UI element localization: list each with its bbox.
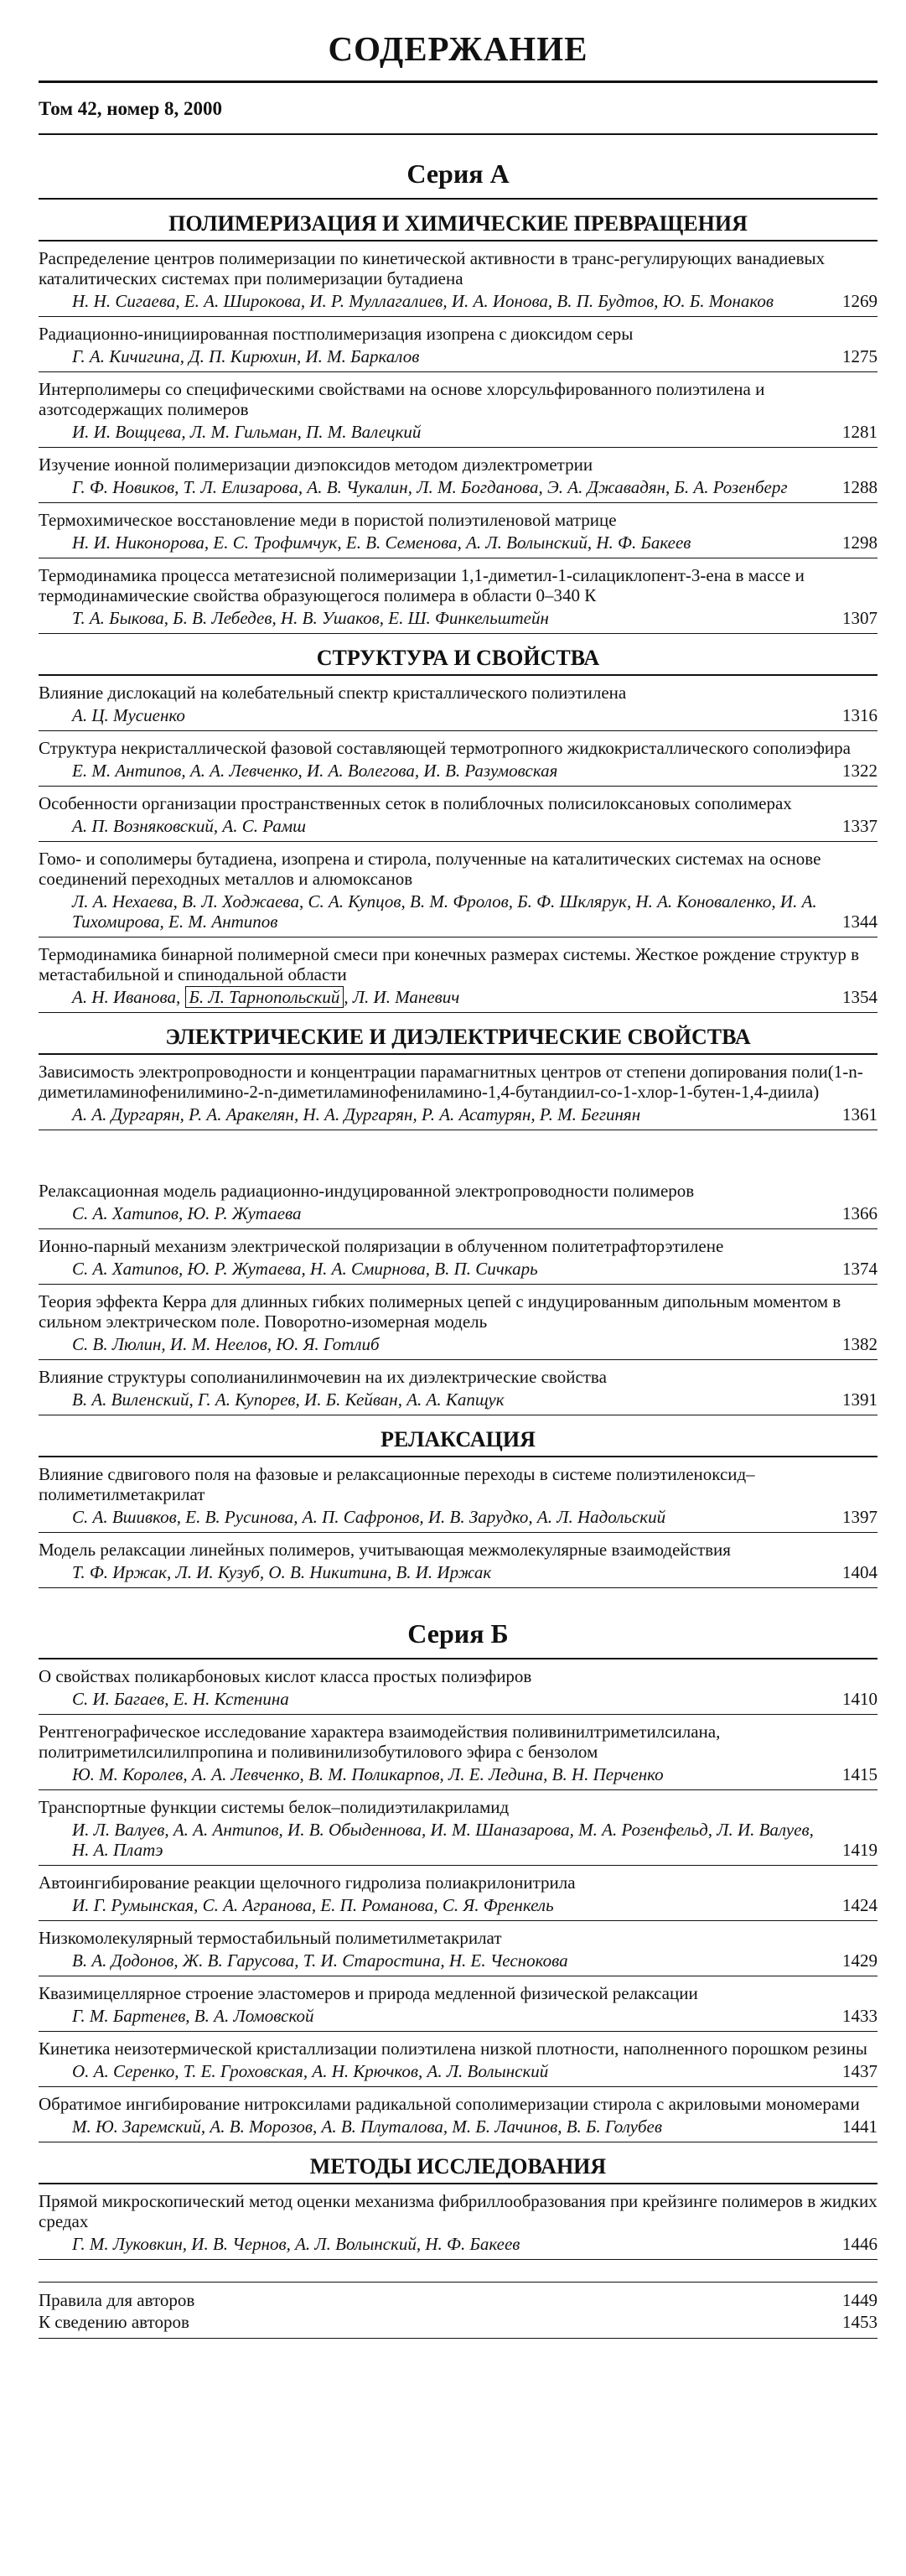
article-title: Термохимическое восстановление меди в пористой полиэтиленовой матрице <box>39 510 617 530</box>
entry-rule <box>39 730 878 731</box>
entry-rule <box>39 841 878 842</box>
article-row <box>39 813 878 836</box>
article-page-number: 1337 <box>842 816 878 836</box>
article-title: Зависимость электропроводности и концентрации парамагнитных центров от степени допирования поли(1-n-диметиламинофенилимино-2-n-диметиламинофениламино-1,4-бутандиил-со-1-хлор-1-бутен-1,4-диила) <box>39 1062 863 1102</box>
article-authors: Г. Ф. Новиков, Т. Л. Елизарова, А. В. Чукалин, Л. М. Богданова, Э. А. Джавадян, Б. А. Розенберг <box>72 477 788 497</box>
series-a-heading: Серия А <box>406 158 510 189</box>
entry-rule <box>39 1012 878 1013</box>
article-title: Низкомолекулярный термостабильный полиметилметакрилат <box>39 1928 502 1948</box>
entry-rule <box>39 786 878 787</box>
section-heading: СТРУКТУРА И СВОЙСТВА <box>316 646 600 670</box>
article-page-number: 1298 <box>842 532 878 553</box>
entry-rule <box>39 447 878 448</box>
article-title: Особенности организации пространственных сеток в полиблочных полисилоксановых сополимерах <box>39 793 792 813</box>
article-title: Ионно-парный механизм электрической поляризации в облученном политетрафторэтилене <box>39 1236 724 1256</box>
footer-entry <box>39 2311 878 2333</box>
article-title: Термодинамика бинарной полимерной смеси при конечных размерах системы. Жесткое рождение структур в метастабильной и спинодальной области <box>39 944 860 984</box>
article-title: Рентгенографическое исследование характера взаимодействия поливинилтриметилсилана, политриметилсилилпропина и поливинилизобутилового эфира с бензолом <box>39 1722 721 1762</box>
article-page-number: 1441 <box>842 2116 878 2137</box>
article-row <box>39 1762 878 1784</box>
title-rule <box>39 80 878 83</box>
article-row <box>39 1201 878 1223</box>
article-row <box>39 1256 878 1279</box>
article-row <box>39 1817 878 1860</box>
toc-entry <box>39 738 878 787</box>
section-rule <box>39 1456 878 1457</box>
article-title: Интерполимеры со специфическими свойствами на основе хлорсульфированного полиэтилена и азотсодержащих полимеров <box>39 379 765 419</box>
article-page-number: 1433 <box>842 2006 878 2026</box>
toc-entry <box>39 2094 878 2142</box>
article-page-number: 1424 <box>842 1895 878 1915</box>
article-authors: С. И. Багаев, Е. Н. Кстенина <box>72 1689 289 1709</box>
toc-entry <box>39 1666 878 1715</box>
toc-entry <box>39 1291 878 1360</box>
article-page-number: 1281 <box>842 422 878 442</box>
article-authors: А. А. Дургарян, Р. А. Аракелян, Н. А. Дургарян, Р. А. Асатурян, Р. М. Бегинян <box>72 1104 641 1124</box>
footer-label: Правила для авторов <box>39 2290 195 2310</box>
entry-rule <box>39 2086 878 2087</box>
footer-label: К сведению авторов <box>39 2312 189 2332</box>
toc-entry <box>39 1722 878 1790</box>
toc-entry <box>39 324 878 372</box>
article-row <box>39 475 878 497</box>
article-page-number: 1429 <box>842 1950 878 1971</box>
article-authors: Н. Н. Сигаева, Е. А. Широкова, И. Р. Муллагалиев, И. А. Ионова, В. П. Будтов, Ю. Б. Монаков <box>72 291 774 311</box>
article-title: Влияние сдвигового поля на фазовые и релаксационные переходы в системе полиэтиленоксид–полиметилметакрилат <box>39 1464 755 1504</box>
toc-entry <box>39 1236 878 1285</box>
article-authors: В. А. Додонов, Ж. В. Гарусова, Т. И. Старостина, Н. Е. Чеснокова <box>72 1950 568 1971</box>
entry-rule <box>39 1920 878 1921</box>
footer-rule <box>39 2338 878 2339</box>
toc-entry <box>39 1928 878 1976</box>
article-authors: И. Г. Румынская, С. А. Агранова, Е. П. Романова, С. Я. Френкель <box>72 1895 554 1915</box>
series-b-rule <box>39 1658 878 1659</box>
series-a-content <box>39 211 878 1588</box>
article-authors: О. А. Серенко, Т. Е. Гроховская, А. Н. Крючков, А. Л. Волынский <box>72 2061 549 2081</box>
article-row <box>39 984 878 1007</box>
article-authors: Г. М. Луковкин, И. В. Чернов, А. Л. Волынский, Н. Ф. Бакеев <box>72 2234 520 2254</box>
toc-entry <box>39 1062 878 1130</box>
article-row <box>39 703 878 725</box>
article-authors: Л. А. Нехаева, В. Л. Ходжаева, С. А. Купцов, В. М. Фролов, Б. Ф. Шклярук, Н. А. Коноваленко, И. А. Тихомирова, Е. М. Антипов <box>72 891 817 932</box>
article-authors: Т. А. Быкова, Б. В. Лебедев, Н. В. Ушаков, Е. Ш. Финкельштейн <box>72 608 549 628</box>
article-authors: С. А. Вшивков, Е. В. Русинова, А. П. Сафронов, И. В. Зарудко, А. Л. Надольский <box>72 1507 666 1527</box>
article-authors: Ю. М. Королев, А. А. Левченко, В. М. Поликарпов, Л. Е. Ледина, В. Н. Перченко <box>72 1764 664 1784</box>
entry-rule <box>39 371 878 372</box>
article-page-number: 1446 <box>842 2234 878 2254</box>
entry-rule <box>39 1714 878 1715</box>
article-authors: А. Ц. Мусиенко <box>72 705 185 725</box>
article-row <box>39 2114 878 2137</box>
authors-post: , Л. И. Маневич <box>344 987 460 1007</box>
article-page-number: 1410 <box>842 1689 878 1709</box>
article-title: Транспортные функции системы белок–полидиэтилакриламид <box>39 1797 510 1817</box>
article-title: Влияние структуры сополианилинмочевин на их диэлектрические свойства <box>39 1367 607 1387</box>
toc-entry <box>39 454 878 503</box>
article-authors: С. А. Хатипов, Ю. Р. Жутаева <box>72 1203 302 1223</box>
toc-entry <box>39 2191 878 2260</box>
article-row <box>39 889 878 932</box>
entry-rule <box>39 633 878 634</box>
article-authors: В. А. Виленский, Г. А. Купорев, И. Б. Кейван, А. А. Капщук <box>72 1389 505 1410</box>
article-row <box>39 2003 878 2026</box>
toc-entry <box>39 793 878 842</box>
article-page-number: 1419 <box>842 1840 878 1860</box>
article-title: Прямой микроскопический метод оценки механизма фибриллообразования при крейзинге полимеров в жидких средах <box>39 2191 878 2231</box>
toc-entry <box>39 1872 878 1921</box>
article-authors: Г. М. Бартенев, В. А. Ломовской <box>72 2006 314 2026</box>
series-a-rule <box>39 198 878 200</box>
article-page-number: 1437 <box>842 2061 878 2081</box>
authors-boxed: Б. Л. Тарнопольский <box>185 986 344 1008</box>
article-page-number: 1344 <box>842 911 878 932</box>
section-rule <box>39 674 878 676</box>
article-row <box>39 1504 878 1527</box>
article-row <box>39 758 878 781</box>
toc-entry <box>39 565 878 634</box>
article-page-number: 1415 <box>842 1764 878 1784</box>
article-title: Гомо- и сополимеры бутадиена, изопрена и стирола, полученные на каталитических системах на основе соединений переходных металлов и алюмоксанов <box>39 849 821 889</box>
article-authors <box>39 987 817 1007</box>
article-page-number: 1354 <box>842 987 878 1007</box>
article-page-number: 1269 <box>842 291 878 311</box>
footer-page-number: 1453 <box>842 2312 878 2332</box>
article-title: Структура некристаллической фазовой составляющей термотропного жидкокристаллического сополиэфира <box>39 738 851 758</box>
entry-rule <box>39 1532 878 1533</box>
article-authors: Т. Ф. Иржак, Л. И. Кузуб, О. В. Никитина, В. И. Иржак <box>72 1562 492 1582</box>
toc-entry <box>39 248 878 317</box>
entry-rule <box>39 1865 878 1866</box>
article-title: Теория эффекта Керра для длинных гибких полимерных цепей с индуцированным дипольным моментом в сильном электрическом поле. Поворотно-изомерная модель <box>39 1291 841 1332</box>
article-authors: Н. И. Никонорова, Е. С. Трофимчук, Е. В. Семенова, А. Л. Волынский, Н. Ф. Бакеев <box>72 532 691 553</box>
toc-entry <box>39 1540 878 1588</box>
article-page-number: 1382 <box>842 1334 878 1354</box>
article-row <box>39 530 878 553</box>
entry-rule <box>39 1228 878 1229</box>
article-page-number: 1391 <box>842 1389 878 1410</box>
article-title: Обратимое ингибирование нитроксилами радикальной сополимеризации стирола с акриловыми мономерами <box>39 2094 860 2114</box>
article-title: Радиационно-инициированная постполимеризация изопрена с диоксидом серы <box>39 324 634 344</box>
article-authors: Е. М. Антипов, А. А. Левченко, И. А. Волегова, И. В. Разумовская <box>72 761 558 781</box>
article-row <box>39 1686 878 1709</box>
article-title: Автоингибирование реакции щелочного гидролиза полиакрилонитрила <box>39 1872 576 1893</box>
article-row <box>39 1387 878 1410</box>
article-page-number: 1288 <box>842 477 878 497</box>
article-row <box>39 1893 878 1915</box>
entry-rule <box>39 316 878 317</box>
article-authors: А. П. Возняковский, А. С. Рамш <box>72 816 307 836</box>
section-heading: ЭЛЕКТРИЧЕСКИЕ И ДИЭЛЕКТРИЧЕСКИЕ СВОЙСТВА <box>165 1025 751 1049</box>
series-b-content <box>39 1666 878 2142</box>
article-row <box>39 2231 878 2254</box>
toc-entry <box>39 683 878 731</box>
toc-entry <box>39 1797 878 1866</box>
article-row <box>39 1560 878 1582</box>
article-title: Модель релаксации линейных полимеров, учитывающая межмолекулярные взаимодействия <box>39 1540 731 1560</box>
article-title: Квазимицеллярное строение эластомеров и природа медленной физической релаксации <box>39 1983 698 2003</box>
entry-rule <box>39 2031 878 2032</box>
entry-rule <box>39 1359 878 1360</box>
section-rule <box>39 240 878 242</box>
footer-page-number: 1449 <box>842 2290 878 2310</box>
toc-entry <box>39 1983 878 2032</box>
section-rule <box>39 2183 878 2184</box>
article-authors: С. А. Хатипов, Ю. Р. Жутаева, Н. А. Смирнова, В. П. Сичкарь <box>72 1259 538 1279</box>
article-page-number: 1404 <box>842 1562 878 1582</box>
section-heading: ПОЛИМЕРИЗАЦИЯ И ХИМИЧЕСКИЕ ПРЕВРАЩЕНИЯ <box>168 211 748 236</box>
page-title: СОДЕРЖАНИЕ <box>328 29 588 68</box>
toc-entry <box>39 944 878 1013</box>
article-page-number: 1316 <box>842 705 878 725</box>
entry-rule <box>39 1789 878 1790</box>
section-heading: МЕТОДЫ ИССЛЕДОВАНИЯ <box>309 2154 607 2179</box>
article-title: О свойствах поликарбоновых кислот класса простых полиэфиров <box>39 1666 532 1686</box>
article-title: Влияние дислокаций на колебательный спектр кристаллического полиэтилена <box>39 683 627 703</box>
toc-entry <box>39 510 878 558</box>
methods-section <box>39 2154 878 2260</box>
section-heading: РЕЛАКСАЦИЯ <box>381 1427 536 1452</box>
entry-rule <box>39 502 878 503</box>
entry-rule <box>39 2259 878 2260</box>
footer-entry <box>39 2289 878 2311</box>
article-page-number: 1374 <box>842 1259 878 1279</box>
article-row <box>39 605 878 628</box>
article-authors: И. И. Вощцева, Л. М. Гильман, П. М. Валецкий <box>72 422 422 442</box>
toc-entry <box>39 379 878 448</box>
series-b-heading: Серия Б <box>407 1618 509 1649</box>
issue-line: Том 42, номер 8, 2000 <box>39 98 223 119</box>
article-authors: Г. А. Кичигина, Д. П. Кирюхин, И. М. Баркалов <box>72 346 420 366</box>
issue-rule <box>39 133 878 135</box>
article-title: Кинетика неизотермической кристаллизации полиэтилена низкой плотности, наполненного порошком резины <box>39 2038 867 2059</box>
article-page-number: 1397 <box>842 1507 878 1527</box>
entry-rule <box>39 1587 878 1588</box>
article-title: Релаксационная модель радиационно-индуцированной электропроводности полимеров <box>39 1181 695 1201</box>
article-title: Распределение центров полимеризации по кинетической активности в транс-регулирующих ванадиевых каталитических системах при полимеризации бутадиена <box>39 248 826 288</box>
article-page-number: 1322 <box>842 761 878 781</box>
entry-rule <box>39 1284 878 1285</box>
article-authors: С. В. Люлин, И. М. Неелов, Ю. Я. Готлиб <box>72 1334 380 1354</box>
article-authors: М. Ю. Заремский, А. В. Морозов, А. В. Плуталова, М. Б. Лачинов, В. Б. Голубев <box>72 2116 662 2137</box>
article-row <box>39 288 878 311</box>
article-row <box>39 1948 878 1971</box>
article-row <box>39 2059 878 2081</box>
toc-entry <box>39 849 878 937</box>
article-page-number: 1361 <box>842 1104 878 1124</box>
footer-block <box>39 2282 878 2339</box>
article-page-number: 1275 <box>842 346 878 366</box>
authors-pre: А. Н. Иванова, <box>72 987 185 1007</box>
toc-entry <box>39 1181 878 1229</box>
article-title: Изучение ионной полимеризации диэпоксидов методом диэлектрометрии <box>39 454 593 475</box>
article-row <box>39 419 878 442</box>
toc-entry <box>39 1464 878 1533</box>
spacer <box>39 1130 878 1174</box>
article-title: Термодинамика процесса метатезисной полимеризации 1,1-диметил-1-силациклопент-3-ена в массе и термодинамические свойства образующегося полимера в области 0–340 К <box>39 565 805 605</box>
article-row <box>39 1332 878 1354</box>
article-authors: И. Л. Валуев, А. А. Антипов, И. В. Обыденнова, И. М. Шаназарова, М. А. Розенфельд, Л. И. Валуев, Н. А. Платэ <box>72 1820 814 1860</box>
article-row <box>39 344 878 366</box>
article-row <box>39 1102 878 1124</box>
section-rule <box>39 1053 878 1055</box>
article-page-number: 1307 <box>842 608 878 628</box>
toc-entry <box>39 2038 878 2087</box>
toc-entry <box>39 1367 878 1415</box>
article-page-number: 1366 <box>842 1203 878 1223</box>
